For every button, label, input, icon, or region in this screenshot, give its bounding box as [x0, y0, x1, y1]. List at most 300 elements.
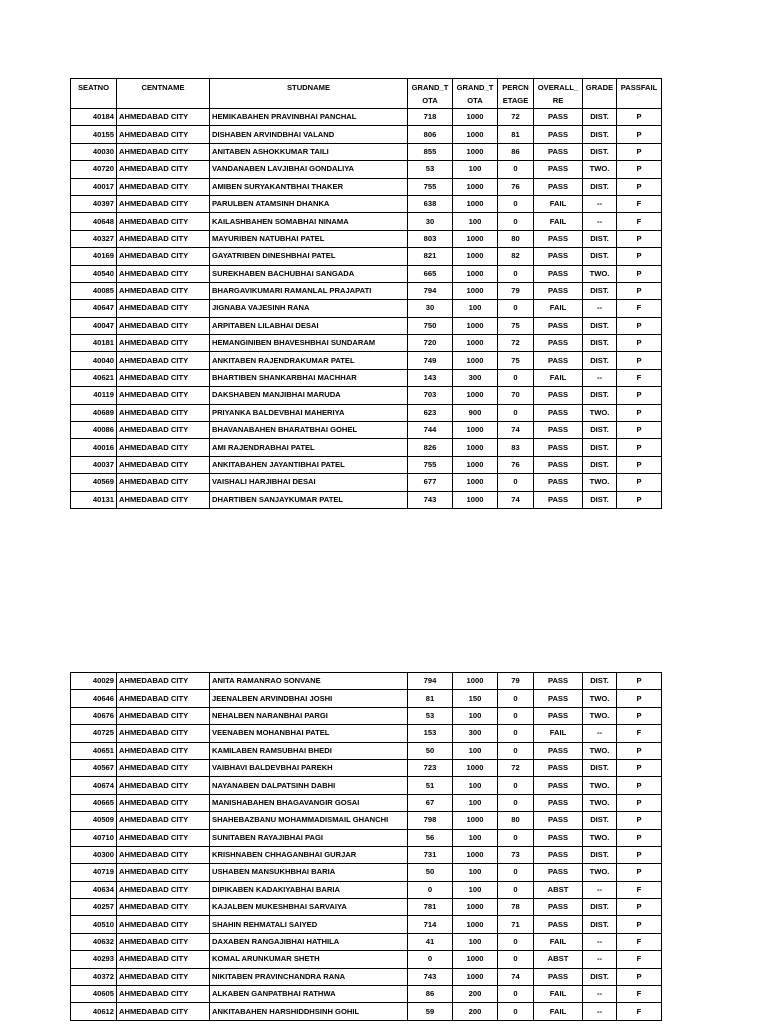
grade-cell: DIST. — [583, 143, 617, 160]
passfail-cell: P — [617, 794, 662, 811]
passfail-cell: F — [617, 1003, 662, 1020]
grand-total-max-cell: 1000 — [453, 474, 498, 491]
passfail-cell: P — [617, 742, 662, 759]
header-passfail: PASSFAIL — [617, 79, 662, 109]
header-centname: CENTNAME — [117, 79, 210, 109]
studname-cell: NAYANABEN DALPATSINH DABHI — [210, 777, 408, 794]
percentage-cell: 72 — [498, 109, 534, 126]
centname-cell: AHMEDABAD CITY — [117, 725, 210, 742]
overall-result-cell: PASS — [534, 439, 583, 456]
centname-cell: AHMEDABAD CITY — [117, 143, 210, 160]
overall-result-cell: PASS — [534, 829, 583, 846]
studname-cell: VAIBHAVI BALDEVBHAI PAREKH — [210, 759, 408, 776]
seatno-cell: 40567 — [71, 759, 117, 776]
centname-cell: AHMEDABAD CITY — [117, 439, 210, 456]
table-row — [71, 213, 662, 230]
grand-total-cell: 30 — [408, 300, 453, 317]
passfail-cell: P — [617, 422, 662, 439]
studname-cell: ALKABEN GANPATBHAI RATHWA — [210, 986, 408, 1003]
table-row — [71, 282, 662, 299]
grand-total-cell: 749 — [408, 352, 453, 369]
overall-result-cell: PASS — [534, 282, 583, 299]
grand-total-max-cell: 100 — [453, 300, 498, 317]
grand-total-cell: 731 — [408, 846, 453, 863]
header-percentage: PERCNETAGE — [498, 79, 534, 109]
centname-cell: AHMEDABAD CITY — [117, 759, 210, 776]
centname-cell: AHMEDABAD CITY — [117, 335, 210, 352]
passfail-cell: F — [617, 369, 662, 386]
grand-total-max-cell: 1000 — [453, 951, 498, 968]
passfail-cell: P — [617, 109, 662, 126]
grade-cell: TWO. — [583, 794, 617, 811]
grand-total-max-cell: 200 — [453, 986, 498, 1003]
grand-total-max-cell: 1000 — [453, 759, 498, 776]
seatno-cell: 40569 — [71, 474, 117, 491]
grand-total-cell: 86 — [408, 986, 453, 1003]
seatno-cell: 40372 — [71, 968, 117, 985]
overall-result-cell: PASS — [534, 968, 583, 985]
percentage-cell: 83 — [498, 439, 534, 456]
grade-cell: DIST. — [583, 846, 617, 863]
grade-cell: TWO. — [583, 265, 617, 282]
percentage-cell: 0 — [498, 404, 534, 421]
grand-total-cell: 806 — [408, 126, 453, 143]
percentage-cell: 76 — [498, 456, 534, 473]
grade-cell: DIST. — [583, 456, 617, 473]
percentage-cell: 80 — [498, 230, 534, 247]
grade-cell: DIST. — [583, 335, 617, 352]
passfail-cell: P — [617, 126, 662, 143]
grand-total-cell: 803 — [408, 230, 453, 247]
percentage-cell: 79 — [498, 282, 534, 299]
seatno-cell: 40720 — [71, 161, 117, 178]
studname-cell: HEMANGINIBEN BHAVESHBHAI SUNDARAM — [210, 335, 408, 352]
centname-cell: AHMEDABAD CITY — [117, 352, 210, 369]
grade-cell: -- — [583, 725, 617, 742]
grand-total-max-cell: 1000 — [453, 230, 498, 247]
table-row — [71, 317, 662, 334]
overall-result-cell: PASS — [534, 491, 583, 508]
grand-total-cell: 744 — [408, 422, 453, 439]
grade-cell: -- — [583, 881, 617, 898]
seatno-cell: 40710 — [71, 829, 117, 846]
overall-result-cell: PASS — [534, 335, 583, 352]
percentage-cell: 0 — [498, 864, 534, 881]
studname-cell: ARPITABEN LILABHAI DESAI — [210, 317, 408, 334]
passfail-cell: P — [617, 846, 662, 863]
centname-cell: AHMEDABAD CITY — [117, 491, 210, 508]
grand-total-cell: 755 — [408, 456, 453, 473]
grand-total-cell: 51 — [408, 777, 453, 794]
centname-cell: AHMEDABAD CITY — [117, 265, 210, 282]
passfail-cell: P — [617, 161, 662, 178]
grand-total-cell: 794 — [408, 673, 453, 690]
grand-total-max-cell: 1000 — [453, 916, 498, 933]
centname-cell: AHMEDABAD CITY — [117, 109, 210, 126]
grand-total-cell: 41 — [408, 933, 453, 950]
table-row — [71, 335, 662, 352]
passfail-cell: P — [617, 491, 662, 508]
percentage-cell: 0 — [498, 474, 534, 491]
grade-cell: DIST. — [583, 899, 617, 916]
seatno-cell: 40293 — [71, 951, 117, 968]
grand-total-max-cell: 300 — [453, 369, 498, 386]
overall-result-cell: PASS — [534, 846, 583, 863]
centname-cell: AHMEDABAD CITY — [117, 794, 210, 811]
percentage-cell: 78 — [498, 899, 534, 916]
grand-total-max-cell: 100 — [453, 742, 498, 759]
grand-total-cell: 743 — [408, 491, 453, 508]
centname-cell: AHMEDABAD CITY — [117, 986, 210, 1003]
centname-cell: AHMEDABAD CITY — [117, 916, 210, 933]
seatno-cell: 40651 — [71, 742, 117, 759]
centname-cell: AHMEDABAD CITY — [117, 369, 210, 386]
centname-cell: AHMEDABAD CITY — [117, 673, 210, 690]
percentage-cell: 0 — [498, 829, 534, 846]
table-row — [71, 881, 662, 898]
seatno-cell: 40155 — [71, 126, 117, 143]
percentage-cell: 0 — [498, 265, 534, 282]
grand-total-cell: 723 — [408, 759, 453, 776]
seatno-cell: 40632 — [71, 933, 117, 950]
overall-result-cell: PASS — [534, 864, 583, 881]
centname-cell: AHMEDABAD CITY — [117, 161, 210, 178]
overall-result-cell: PASS — [534, 474, 583, 491]
overall-result-cell: PASS — [534, 248, 583, 265]
passfail-cell: P — [617, 673, 662, 690]
grade-cell: DIST. — [583, 317, 617, 334]
grand-total-cell: 0 — [408, 881, 453, 898]
grand-total-max-cell: 100 — [453, 707, 498, 724]
seatno-cell: 40612 — [71, 1003, 117, 1020]
overall-result-cell: FAIL — [534, 300, 583, 317]
grand-total-cell: 743 — [408, 968, 453, 985]
grade-cell: TWO. — [583, 742, 617, 759]
overall-result-cell: FAIL — [534, 369, 583, 386]
grand-total-cell: 718 — [408, 109, 453, 126]
percentage-cell: 0 — [498, 161, 534, 178]
percentage-cell: 0 — [498, 933, 534, 950]
seatno-cell: 40184 — [71, 109, 117, 126]
grand-total-max-cell: 1000 — [453, 899, 498, 916]
grand-total-max-cell: 1000 — [453, 195, 498, 212]
table-row — [71, 916, 662, 933]
passfail-cell: P — [617, 707, 662, 724]
overall-result-cell: PASS — [534, 352, 583, 369]
seatno-cell: 40676 — [71, 707, 117, 724]
grade-cell: -- — [583, 213, 617, 230]
grand-total-cell: 798 — [408, 812, 453, 829]
table-row — [71, 195, 662, 212]
overall-result-cell: PASS — [534, 794, 583, 811]
seatno-cell: 40327 — [71, 230, 117, 247]
passfail-cell: P — [617, 352, 662, 369]
table-row — [71, 161, 662, 178]
seatno-cell: 40689 — [71, 404, 117, 421]
table-row — [71, 846, 662, 863]
percentage-cell: 0 — [498, 881, 534, 898]
grade-cell: -- — [583, 951, 617, 968]
grand-total-max-cell: 150 — [453, 690, 498, 707]
studname-cell: KAJALBEN MUKESHBHAI SARVAIYA — [210, 899, 408, 916]
grand-total-cell: 714 — [408, 916, 453, 933]
overall-result-cell: PASS — [534, 230, 583, 247]
grand-total-cell: 638 — [408, 195, 453, 212]
grand-total-cell: 703 — [408, 387, 453, 404]
grand-total-max-cell: 100 — [453, 829, 498, 846]
percentage-cell: 72 — [498, 759, 534, 776]
centname-cell: AHMEDABAD CITY — [117, 474, 210, 491]
passfail-cell: P — [617, 178, 662, 195]
centname-cell: AHMEDABAD CITY — [117, 126, 210, 143]
results-table-2 — [70, 672, 662, 1021]
passfail-cell: F — [617, 951, 662, 968]
grand-total-max-cell: 1000 — [453, 265, 498, 282]
passfail-cell: P — [617, 864, 662, 881]
studname-cell: ANKITABAHEN HARSHIDDHSINH GOHIL — [210, 1003, 408, 1020]
overall-result-cell: PASS — [534, 143, 583, 160]
studname-cell: AMIBEN SURYAKANTBHAI THAKER — [210, 178, 408, 195]
studname-cell: ANKITABEN RAJENDRAKUMAR PATEL — [210, 352, 408, 369]
studname-cell: DIPIKABEN KADAKIYABHAI BARIA — [210, 881, 408, 898]
studname-cell: DISHABEN ARVINDBHAI VALAND — [210, 126, 408, 143]
overall-result-cell: PASS — [534, 126, 583, 143]
percentage-cell: 0 — [498, 707, 534, 724]
grand-total-cell: 755 — [408, 178, 453, 195]
overall-result-cell: PASS — [534, 161, 583, 178]
header-grand-total-max: GRAND_TOTA — [453, 79, 498, 109]
passfail-cell: F — [617, 881, 662, 898]
centname-cell: AHMEDABAD CITY — [117, 899, 210, 916]
seatno-cell: 40674 — [71, 777, 117, 794]
grand-total-max-cell: 100 — [453, 794, 498, 811]
overall-result-cell: FAIL — [534, 986, 583, 1003]
grand-total-max-cell: 1000 — [453, 387, 498, 404]
centname-cell: AHMEDABAD CITY — [117, 422, 210, 439]
grand-total-cell: 143 — [408, 369, 453, 386]
centname-cell: AHMEDABAD CITY — [117, 195, 210, 212]
overall-result-cell: FAIL — [534, 933, 583, 950]
seatno-cell: 40509 — [71, 812, 117, 829]
percentage-cell: 70 — [498, 387, 534, 404]
grand-total-max-cell: 1000 — [453, 317, 498, 334]
percentage-cell: 73 — [498, 846, 534, 863]
centname-cell: AHMEDABAD CITY — [117, 178, 210, 195]
passfail-cell: P — [617, 474, 662, 491]
grand-total-max-cell: 1000 — [453, 422, 498, 439]
grand-total-cell: 750 — [408, 317, 453, 334]
table-row — [71, 725, 662, 742]
grand-total-max-cell: 100 — [453, 161, 498, 178]
seatno-cell: 40017 — [71, 178, 117, 195]
grade-cell: DIST. — [583, 968, 617, 985]
percentage-cell: 0 — [498, 213, 534, 230]
studname-cell: MAYURIBEN NATUBHAI PATEL — [210, 230, 408, 247]
grand-total-max-cell: 300 — [453, 725, 498, 742]
studname-cell: SUREKHABEN BACHUBHAI SANGADA — [210, 265, 408, 282]
grand-total-cell: 53 — [408, 161, 453, 178]
overall-result-cell: ABST — [534, 881, 583, 898]
overall-result-cell: PASS — [534, 707, 583, 724]
percentage-cell: 0 — [498, 951, 534, 968]
centname-cell: AHMEDABAD CITY — [117, 248, 210, 265]
seatno-cell: 40540 — [71, 265, 117, 282]
centname-cell: AHMEDABAD CITY — [117, 707, 210, 724]
centname-cell: AHMEDABAD CITY — [117, 282, 210, 299]
centname-cell: AHMEDABAD CITY — [117, 951, 210, 968]
seatno-cell: 40086 — [71, 422, 117, 439]
percentage-cell: 76 — [498, 178, 534, 195]
percentage-cell: 0 — [498, 690, 534, 707]
grand-total-max-cell: 1000 — [453, 352, 498, 369]
percentage-cell: 75 — [498, 352, 534, 369]
grade-cell: TWO. — [583, 829, 617, 846]
table-row — [71, 439, 662, 456]
studname-cell: GAYATRIBEN DINESHBHAI PATEL — [210, 248, 408, 265]
table-2-body — [71, 673, 662, 1021]
percentage-cell: 0 — [498, 1003, 534, 1020]
table-row — [71, 300, 662, 317]
grand-total-max-cell: 900 — [453, 404, 498, 421]
seatno-cell: 40621 — [71, 369, 117, 386]
table-row — [71, 230, 662, 247]
seatno-cell: 40725 — [71, 725, 117, 742]
passfail-cell: P — [617, 387, 662, 404]
table-row — [71, 986, 662, 1003]
passfail-cell: F — [617, 213, 662, 230]
percentage-cell: 0 — [498, 369, 534, 386]
percentage-cell: 0 — [498, 986, 534, 1003]
overall-result-cell: PASS — [534, 265, 583, 282]
studname-cell: KOMAL ARUNKUMAR SHETH — [210, 951, 408, 968]
table-row — [71, 673, 662, 690]
overall-result-cell: PASS — [534, 673, 583, 690]
passfail-cell: P — [617, 812, 662, 829]
studname-cell: ANKITABAHEN JAYANTIBHAI PATEL — [210, 456, 408, 473]
table-row — [71, 707, 662, 724]
grade-cell: DIST. — [583, 673, 617, 690]
passfail-cell: F — [617, 725, 662, 742]
percentage-cell: 86 — [498, 143, 534, 160]
passfail-cell: F — [617, 195, 662, 212]
grand-total-max-cell: 1000 — [453, 143, 498, 160]
percentage-cell: 0 — [498, 195, 534, 212]
grand-total-cell: 56 — [408, 829, 453, 846]
grand-total-cell: 623 — [408, 404, 453, 421]
grade-cell: TWO. — [583, 777, 617, 794]
table-row — [71, 759, 662, 776]
grade-cell: -- — [583, 986, 617, 1003]
table-row — [71, 864, 662, 881]
seatno-cell: 40647 — [71, 300, 117, 317]
header-studname: STUDNAME — [210, 79, 408, 109]
percentage-cell: 80 — [498, 812, 534, 829]
grade-cell: DIST. — [583, 387, 617, 404]
grand-total-cell: 826 — [408, 439, 453, 456]
grade-cell: DIST. — [583, 126, 617, 143]
passfail-cell: P — [617, 916, 662, 933]
grand-total-cell: 665 — [408, 265, 453, 282]
grand-total-max-cell: 1000 — [453, 812, 498, 829]
seatno-cell: 40119 — [71, 387, 117, 404]
percentage-cell: 74 — [498, 422, 534, 439]
seatno-cell: 40047 — [71, 317, 117, 334]
overall-result-cell: PASS — [534, 759, 583, 776]
grade-cell: DIST. — [583, 230, 617, 247]
seatno-cell: 40510 — [71, 916, 117, 933]
grand-total-max-cell: 1000 — [453, 673, 498, 690]
table-row — [71, 456, 662, 473]
studname-cell: VANDANABEN LAVJIBHAI GONDALIYA — [210, 161, 408, 178]
grade-cell: TWO. — [583, 690, 617, 707]
seatno-cell: 40131 — [71, 491, 117, 508]
centname-cell: AHMEDABAD CITY — [117, 777, 210, 794]
grade-cell: -- — [583, 1003, 617, 1020]
grade-cell: DIST. — [583, 352, 617, 369]
centname-cell: AHMEDABAD CITY — [117, 742, 210, 759]
grand-total-cell: 0 — [408, 951, 453, 968]
grand-total-max-cell: 1000 — [453, 282, 498, 299]
passfail-cell: P — [617, 265, 662, 282]
grand-total-cell: 821 — [408, 248, 453, 265]
centname-cell: AHMEDABAD CITY — [117, 690, 210, 707]
table-row — [71, 742, 662, 759]
passfail-cell: P — [617, 439, 662, 456]
grand-total-max-cell: 1000 — [453, 126, 498, 143]
passfail-cell: P — [617, 282, 662, 299]
grand-total-max-cell: 1000 — [453, 846, 498, 863]
grade-cell: -- — [583, 300, 617, 317]
seatno-cell: 40648 — [71, 213, 117, 230]
grade-cell: -- — [583, 933, 617, 950]
studname-cell: ANITA RAMANRAO SONVANE — [210, 673, 408, 690]
studname-cell: NEHALBEN NARANBHAI PARGI — [210, 707, 408, 724]
grade-cell: DIST. — [583, 109, 617, 126]
table-row — [71, 829, 662, 846]
table-row — [71, 352, 662, 369]
centname-cell: AHMEDABAD CITY — [117, 864, 210, 881]
grand-total-cell: 50 — [408, 864, 453, 881]
grade-cell: TWO. — [583, 474, 617, 491]
table-row — [71, 968, 662, 985]
grand-total-cell: 794 — [408, 282, 453, 299]
seatno-cell: 40646 — [71, 690, 117, 707]
table-row — [71, 422, 662, 439]
header-overall-result: OVERALL_RE — [534, 79, 583, 109]
passfail-cell: P — [617, 404, 662, 421]
percentage-cell: 72 — [498, 335, 534, 352]
centname-cell: AHMEDABAD CITY — [117, 846, 210, 863]
studname-cell: PARULBEN ATAMSINH DHANKA — [210, 195, 408, 212]
table-row — [71, 404, 662, 421]
studname-cell: SHAHIN REHMATALI SAIYED — [210, 916, 408, 933]
table-row — [71, 143, 662, 160]
overall-result-cell: PASS — [534, 916, 583, 933]
studname-cell: JEENALBEN ARVINDBHAI JOSHI — [210, 690, 408, 707]
grand-total-max-cell: 1000 — [453, 456, 498, 473]
grade-cell: TWO. — [583, 864, 617, 881]
table-row — [71, 951, 662, 968]
table-row — [71, 109, 662, 126]
grade-cell: DIST. — [583, 422, 617, 439]
header-row — [71, 79, 662, 109]
studname-cell: DAKSHABEN MANJIBHAI MARUDA — [210, 387, 408, 404]
studname-cell: USHABEN MANSUKHBHAI BARIA — [210, 864, 408, 881]
percentage-cell: 71 — [498, 916, 534, 933]
centname-cell: AHMEDABAD CITY — [117, 300, 210, 317]
grade-cell: TWO. — [583, 404, 617, 421]
grand-total-cell: 50 — [408, 742, 453, 759]
